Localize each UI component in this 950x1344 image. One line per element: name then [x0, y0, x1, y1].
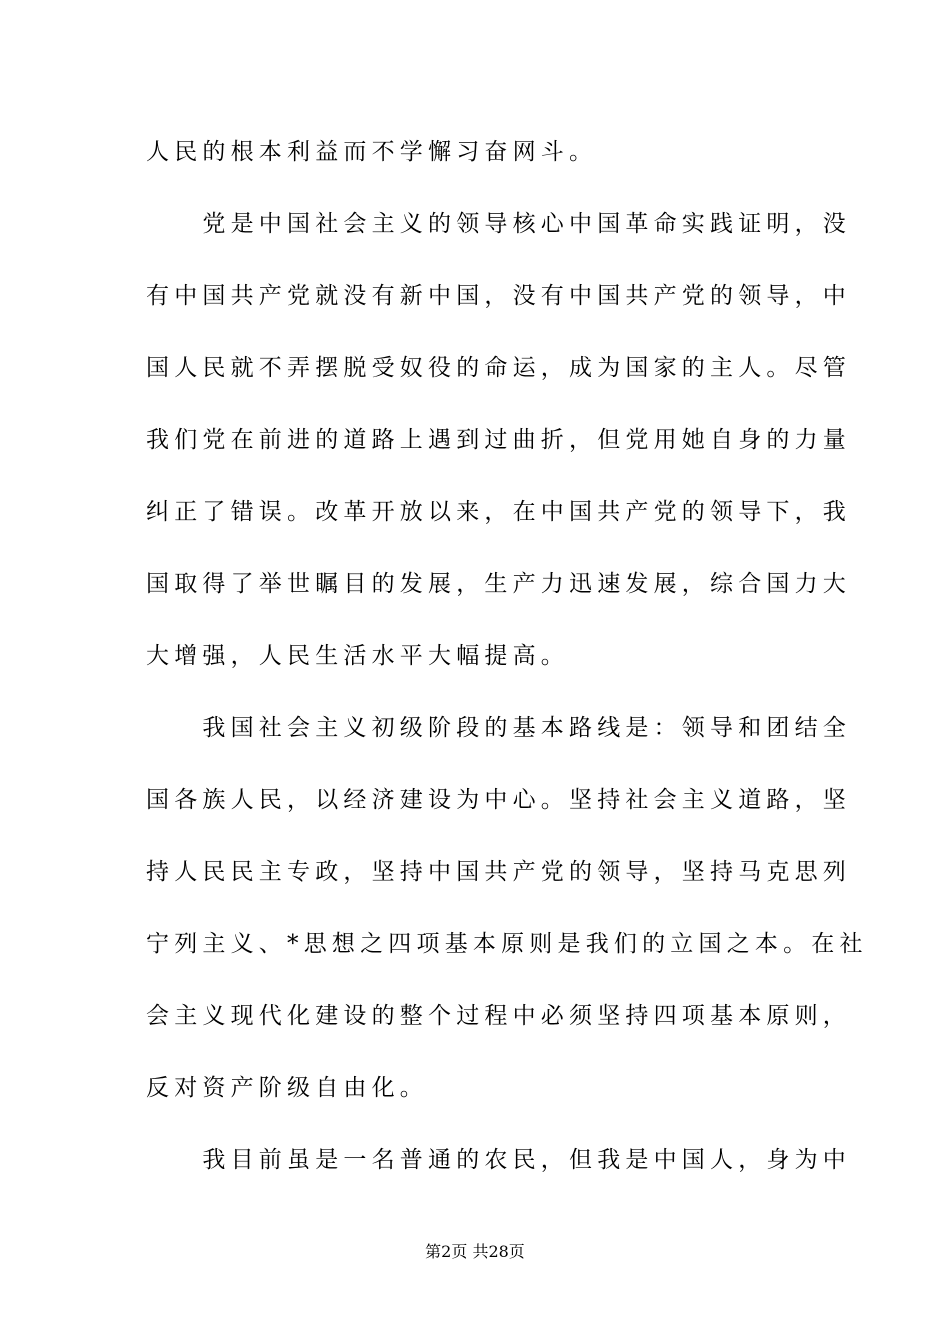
text-line-14: 反对资产阶级自由化。 [146, 1075, 428, 1101]
text-line-12: 宁列主义、*思想之四项基本原则是我们的立国之本。在社 [146, 931, 868, 957]
text-line-9: 我国社会主义初级阶段的基本路线是：领导和团结全 [146, 715, 851, 741]
document-body [146, 129, 868, 1209]
text-line-6: 纠正了错误。改革开放以来，在中国共产党的领导下，我 [146, 499, 851, 525]
text-line-13: 会主义现代化建设的整个过程中必须坚持四项基本原则， [146, 1003, 851, 1029]
text-line-10: 国各族人民，以经济建设为中心。坚持社会主义道路，坚 [146, 787, 851, 813]
text-line-7: 国取得了举世瞩目的发展，生产力迅速发展，综合国力大 [146, 571, 851, 597]
text-line-15: 我目前虽是一名普通的农民，但我是中国人，身为中 [146, 1147, 851, 1173]
text-line-4: 国人民就不弄摆脱受奴役的命运，成为国家的主人。尽管 [146, 355, 851, 381]
text-line-3: 有中国共产党就没有新中国，没有中国共产党的领导，中 [146, 283, 851, 309]
text-line-11: 持人民民主专政，坚持中国共产党的领导，坚持马克思列 [146, 859, 851, 885]
text-line-5: 我们党在前进的道路上遇到过曲折，但党用她自身的力量 [146, 427, 851, 453]
text-line-2: 党是中国社会主义的领导核心中国革命实践证明，没 [146, 211, 851, 237]
text-line-1: 人民的根本利益而不学懈习奋网斗。 [146, 139, 598, 165]
page-number-footer: 第2页 共28页 [425, 1242, 525, 1261]
text-line-8: 大增强，人民生活水平大幅提高。 [146, 643, 569, 669]
